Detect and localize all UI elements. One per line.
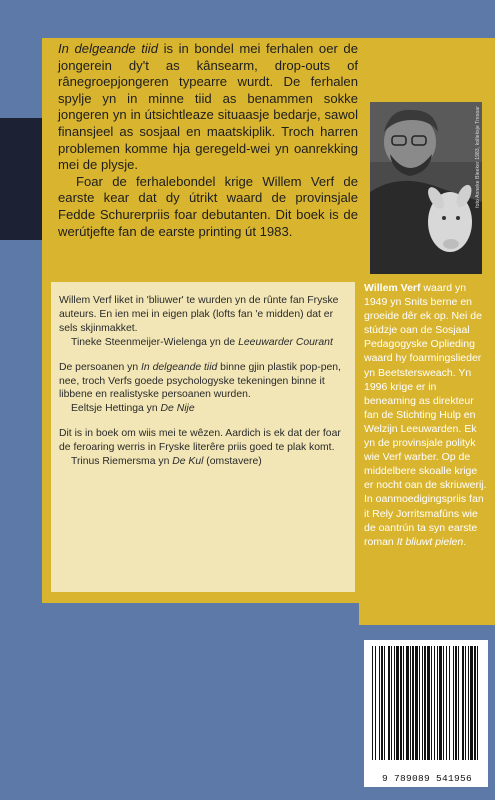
yellow-panel-tail <box>359 603 495 625</box>
quote-source: De Nije <box>160 403 195 415</box>
quote-attribution: Tineke Steenmeijer-Wielenga yn de Leeuwarder Courant <box>71 336 333 348</box>
blurb <box>58 41 358 240</box>
review-quote <box>59 294 347 350</box>
quote-text: Dit is in boek om wiis mei te wêzen. Aardich is ek dat der foar de feroaring werris in Fryske literêre priis goed te plak komt. <box>59 428 341 454</box>
quoted-book-title: In delgeande tiid <box>141 361 218 373</box>
photo-credit: foto Anneke Bleeker 1983, kolleksje Tresoar <box>475 106 481 208</box>
quote-source: De Kul <box>172 456 204 468</box>
quote-attribution: Trinus Riemersma yn De Kul (omstavere) <box>71 456 262 468</box>
author-name: Willem Verf <box>364 282 421 294</box>
review-quote <box>59 427 347 469</box>
review-quote <box>59 361 347 417</box>
author-photo-illustration <box>370 102 482 274</box>
blurb-text: is in bondel mei ferhalen oer de jongerein dy't as kânsearm, drop-outs of rânegroepjongeren typearre wurdt. De ferhalen spylje yn in minne tiid as benammen sokke jongeren yn in útsichtleaze situaasje bedarje, sawol finansjeel as sosjaal en maatskiplik. Troch harren problemen komme hja geregeld-wei yn oanrekking mei de plysje. <box>58 41 358 173</box>
quote-text: De persoanen yn In delgeande tiid binne gjin plastik pop-pen, nee, troch Verfs goede psychologyske tekeningen binne it libbene en realistyske persoanen wurden. <box>59 361 341 401</box>
barcode-bars <box>370 646 482 764</box>
blurb-paragraph-1 <box>58 41 358 174</box>
quote-source: Leeuwarder Courant <box>238 336 333 348</box>
dark-accent-strip <box>0 118 42 240</box>
blurb-paragraph-2: Foar de ferhalebondel krige Willem Verf de earste kear dat dy útrikt waard de provinsjale Fedde Schurerpriis foar debutanten. Dit boek is de werútjefte fan de earste printing út 1983. <box>58 173 358 239</box>
bio-text: waard yn 1949 yn Snits berne en groeide dêr ek op. Nei de stúdzje oan de Sosjaal Pedagogyske Oplieding waard hy foarmingslieder yn Beetstersweach. Yn 1996 krige er in beneaming as direkteur fan de Stichting Hulp en Welzijn Leeuwarden. Ek yn de provinsjale polityk wie Verf warber. Op de middelbere skoalle krige er nocht oan de skriuwerij. In oanmoedigingspriis fan it Rely Jorritsmafûns wie de oantrún ta syn earste roman <box>364 282 487 548</box>
novel-title: It bliuwt pielen <box>396 535 464 548</box>
isbn-barcode <box>364 640 488 787</box>
quote-attribution: Eeltsje Hettinga yn De Nije <box>71 403 195 415</box>
quote-text: Willem Verf liket in 'bliuwer' te wurden yn de rûnte fan Fryske auteurs. En ien mei in eigen plak (lofts fan 'e midden) dat er sels skjinmakket. <box>59 295 339 334</box>
author-photo <box>370 102 482 274</box>
author-bio: Willem Verf waard yn 1949 yn Snits berne en groeide dêr ek op. Nei de stúdzje oan de Sosjaal Pedagogyske Oplieding waard hy foarmingslieder yn Beetstersweach. Yn 1996 krige er in beneaming as direkteur fan de Stichting Hulp en Welzijn Leeuwarden. Ek yn de provinsjale polityk wie Verf warber. Op de middelbere skoalle krige er nocht oan de skriuwerij. In oanmoedigingspriis fan it Rely Jorritsmafûns wie de oantrún ta syn earste roman It bliuwt pielen. <box>364 282 487 548</box>
review-quotes <box>59 294 347 480</box>
barcode-digits: 9 789089 541956 <box>381 773 472 784</box>
book-title: In delgeande tiid <box>58 41 158 56</box>
